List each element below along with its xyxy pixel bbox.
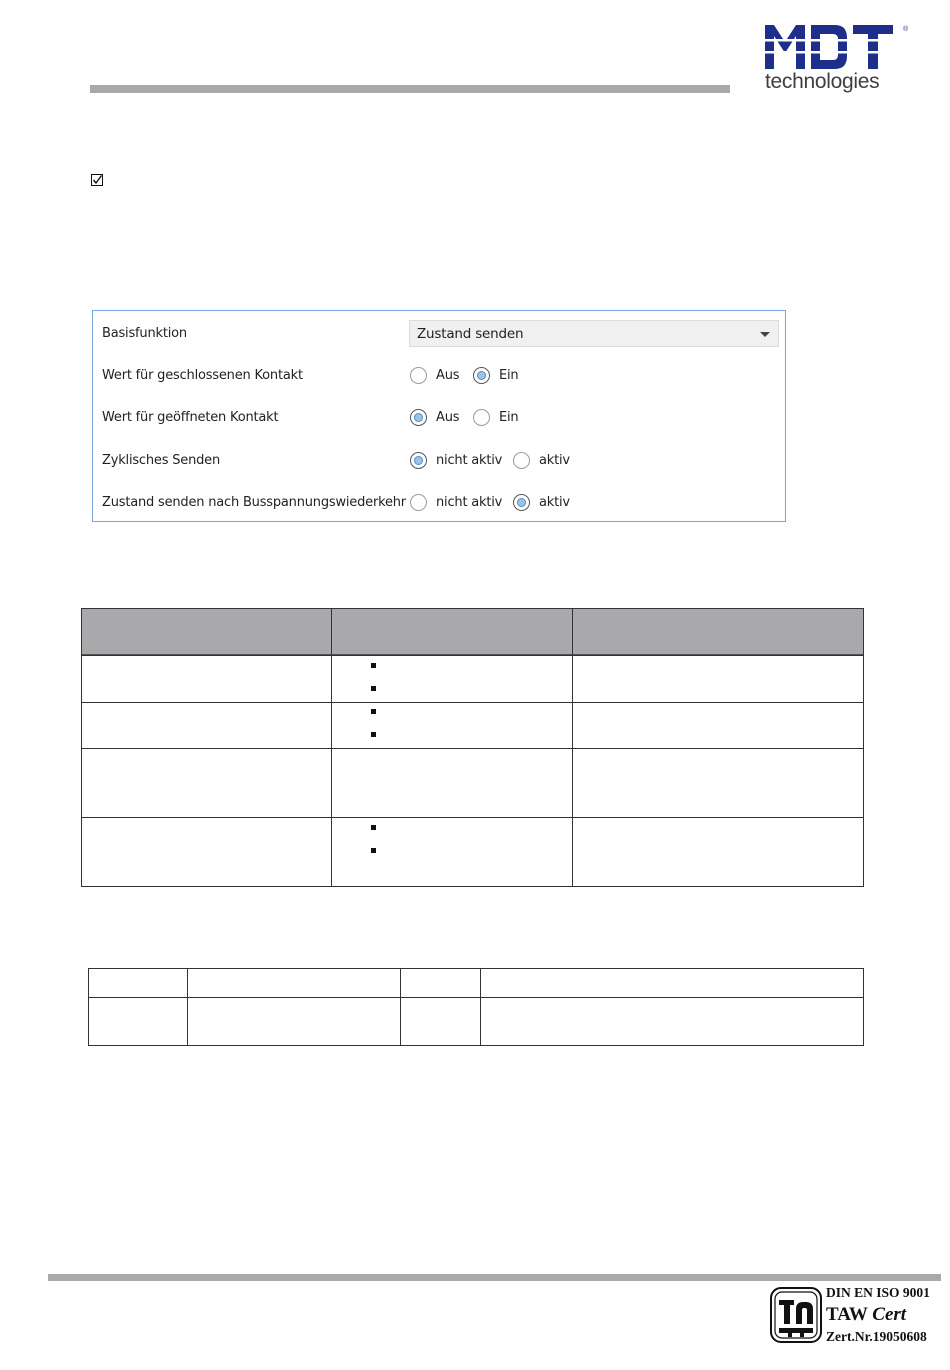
bullet-icon [371,848,376,853]
basisfunktion-dropdown[interactable] [409,320,779,347]
radio-closed-aus[interactable] [410,367,427,384]
bullet-icon [371,663,376,668]
param-label-closed-contact: Wert für geschlossenen Kontakt [102,368,303,383]
radio-open-aus[interactable] [410,409,427,426]
logo-subtitle: technologies [765,70,880,93]
bullet-icon [371,686,376,691]
cert-standard: DIN EN ISO 9001 [826,1285,930,1300]
checkbox-icon [91,174,103,186]
param-label-open-contact: Wert für geöffneten Kontakt [102,410,279,425]
radio-open-ein[interactable] [473,409,490,426]
object-table-border [88,968,864,1046]
radio-bus-inactive[interactable] [410,494,427,511]
param-label-cyclic: Zyklisches Senden [102,453,220,468]
radio-label-closed-aus: Aus [436,368,460,383]
radio-closed-ein[interactable] [473,367,490,384]
object-table-col-divider [400,968,401,1046]
param-label-basisfunktion: Basisfunktion [102,326,187,341]
object-table-col-divider [480,968,481,1046]
dropdown-value: Zustand senden [417,326,524,342]
svg-text:®: ® [903,26,909,33]
table-row-divider [81,655,864,656]
cert-brand-taw: TAW [826,1304,868,1325]
object-table-row-divider [88,997,864,998]
footer-rule [48,1274,941,1281]
radio-label-bus-inactive: nicht aktiv [436,495,503,510]
cert-brand [826,1304,906,1326]
table-row-divider [81,702,864,703]
cert-number: Zert.Nr.19050608 [826,1329,927,1344]
chevron-down-icon [760,332,770,337]
cert-brand-cert: Cert [872,1304,907,1325]
radio-cyclic-active[interactable] [513,452,530,469]
bullet-icon [371,825,376,830]
object-table-col-divider [187,968,188,1046]
bullet-icon [371,709,376,714]
bullet-icon [371,732,376,737]
header-rule [90,85,730,93]
radio-label-open-aus: Aus [436,410,460,425]
radio-label-cyclic-inactive: nicht aktiv [436,453,503,468]
radio-cyclic-inactive[interactable] [410,452,427,469]
radio-bus-active[interactable] [513,494,530,511]
radio-label-bus-active: aktiv [539,495,570,510]
table-row-divider [81,748,864,749]
radio-label-closed-ein: Ein [499,368,519,383]
parameter-panel [92,310,786,522]
radio-label-cyclic-active: aktiv [539,453,570,468]
table-row-divider [81,817,864,818]
object-table [88,968,864,1046]
parameter-table [81,608,864,887]
param-label-bus-recovery: Zustand senden nach Busspannungswiederkehr [102,495,406,510]
radio-label-open-ein: Ein [499,410,519,425]
taw-cert-seal-icon [770,1287,822,1343]
